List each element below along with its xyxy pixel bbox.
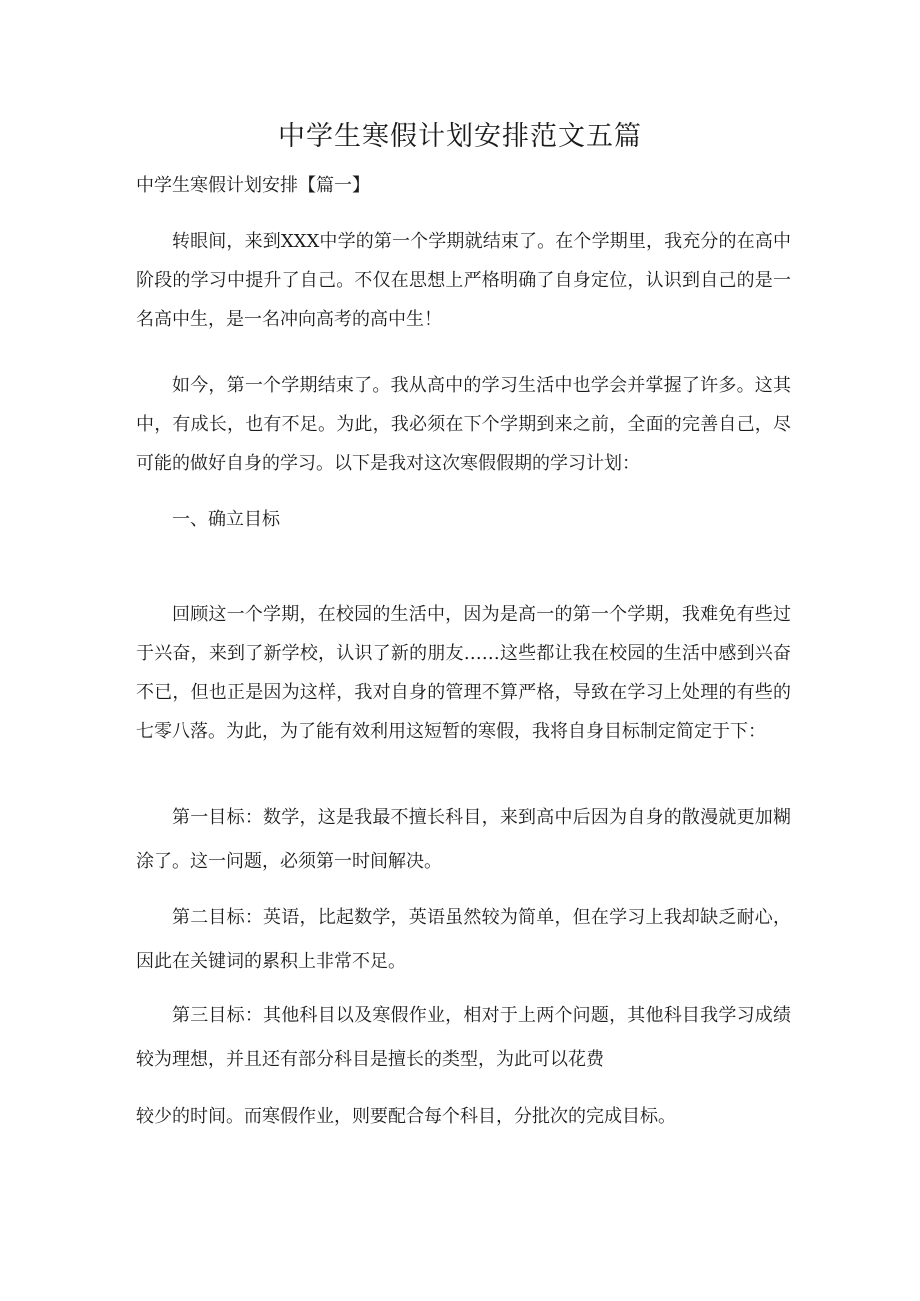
paragraph-goal-three: 第三目标：其他科目以及寒假作业，相对于上两个问题，其他科目我学习成绩较为理想，并且还有部分科目是擅长的类型，为此可以花费 bbox=[136, 1005, 791, 1070]
paragraph-goal-three-continued: 较少的时间。而寒假作业，则要配合每个科目，分批次的完成目标。 bbox=[136, 1106, 676, 1127]
paragraph-intro: 转眼间，来到XXX中学的第一个学期就结束了。在个学期里，我充分的在高中阶段的学习中提升了自己。不仅在思想上严格明确了自身定位，认识到自己的是一名高中生，是一名冲向高考的高中生！ bbox=[136, 231, 791, 330]
paragraph-goal-one: 第一目标：数学，这是我最不擅长科目，来到高中后因为自身的散漫就更加糊涂了。这一问题，必须第一时间解决。 bbox=[136, 807, 791, 872]
paragraph-semester-end: 如今，第一个学期结束了。我从高中的学习生活中也学会并掌握了许多。这其中，有成长，也有不足。为此，我必须在下个学期到来之前，全面的完善自己，尽可能的做好自身的学习。以下是我对这次寒假假期的学习计划： bbox=[136, 375, 791, 474]
paragraph-goal-two: 第二目标：英语，比起数学，英语虽然较为简单，但在学习上我却缺乏耐心，因此在关键词的累积上非常不足。 bbox=[136, 907, 791, 972]
paragraph-review: 回顾这一个学期，在校园的生活中，因为是高一的第一个学期，我难免有些过于兴奋，来到了新学校，认识了新的朋友……这些都让我在校园的生活中感到兴奋不已，但也正是因为这样，我对自身的管理不算严格，导致在学习上处理的有些的七零八落。为此，为了能有效利用这短暂的寒假，我将自身目标制定简定于下： bbox=[136, 604, 791, 742]
section-heading: 中学生寒假计划安排【篇一】 bbox=[136, 175, 370, 196]
heading-set-goals: 一、确立目标 bbox=[172, 509, 280, 530]
document-title: 中学生寒假计划安排范文五篇 bbox=[278, 121, 642, 152]
